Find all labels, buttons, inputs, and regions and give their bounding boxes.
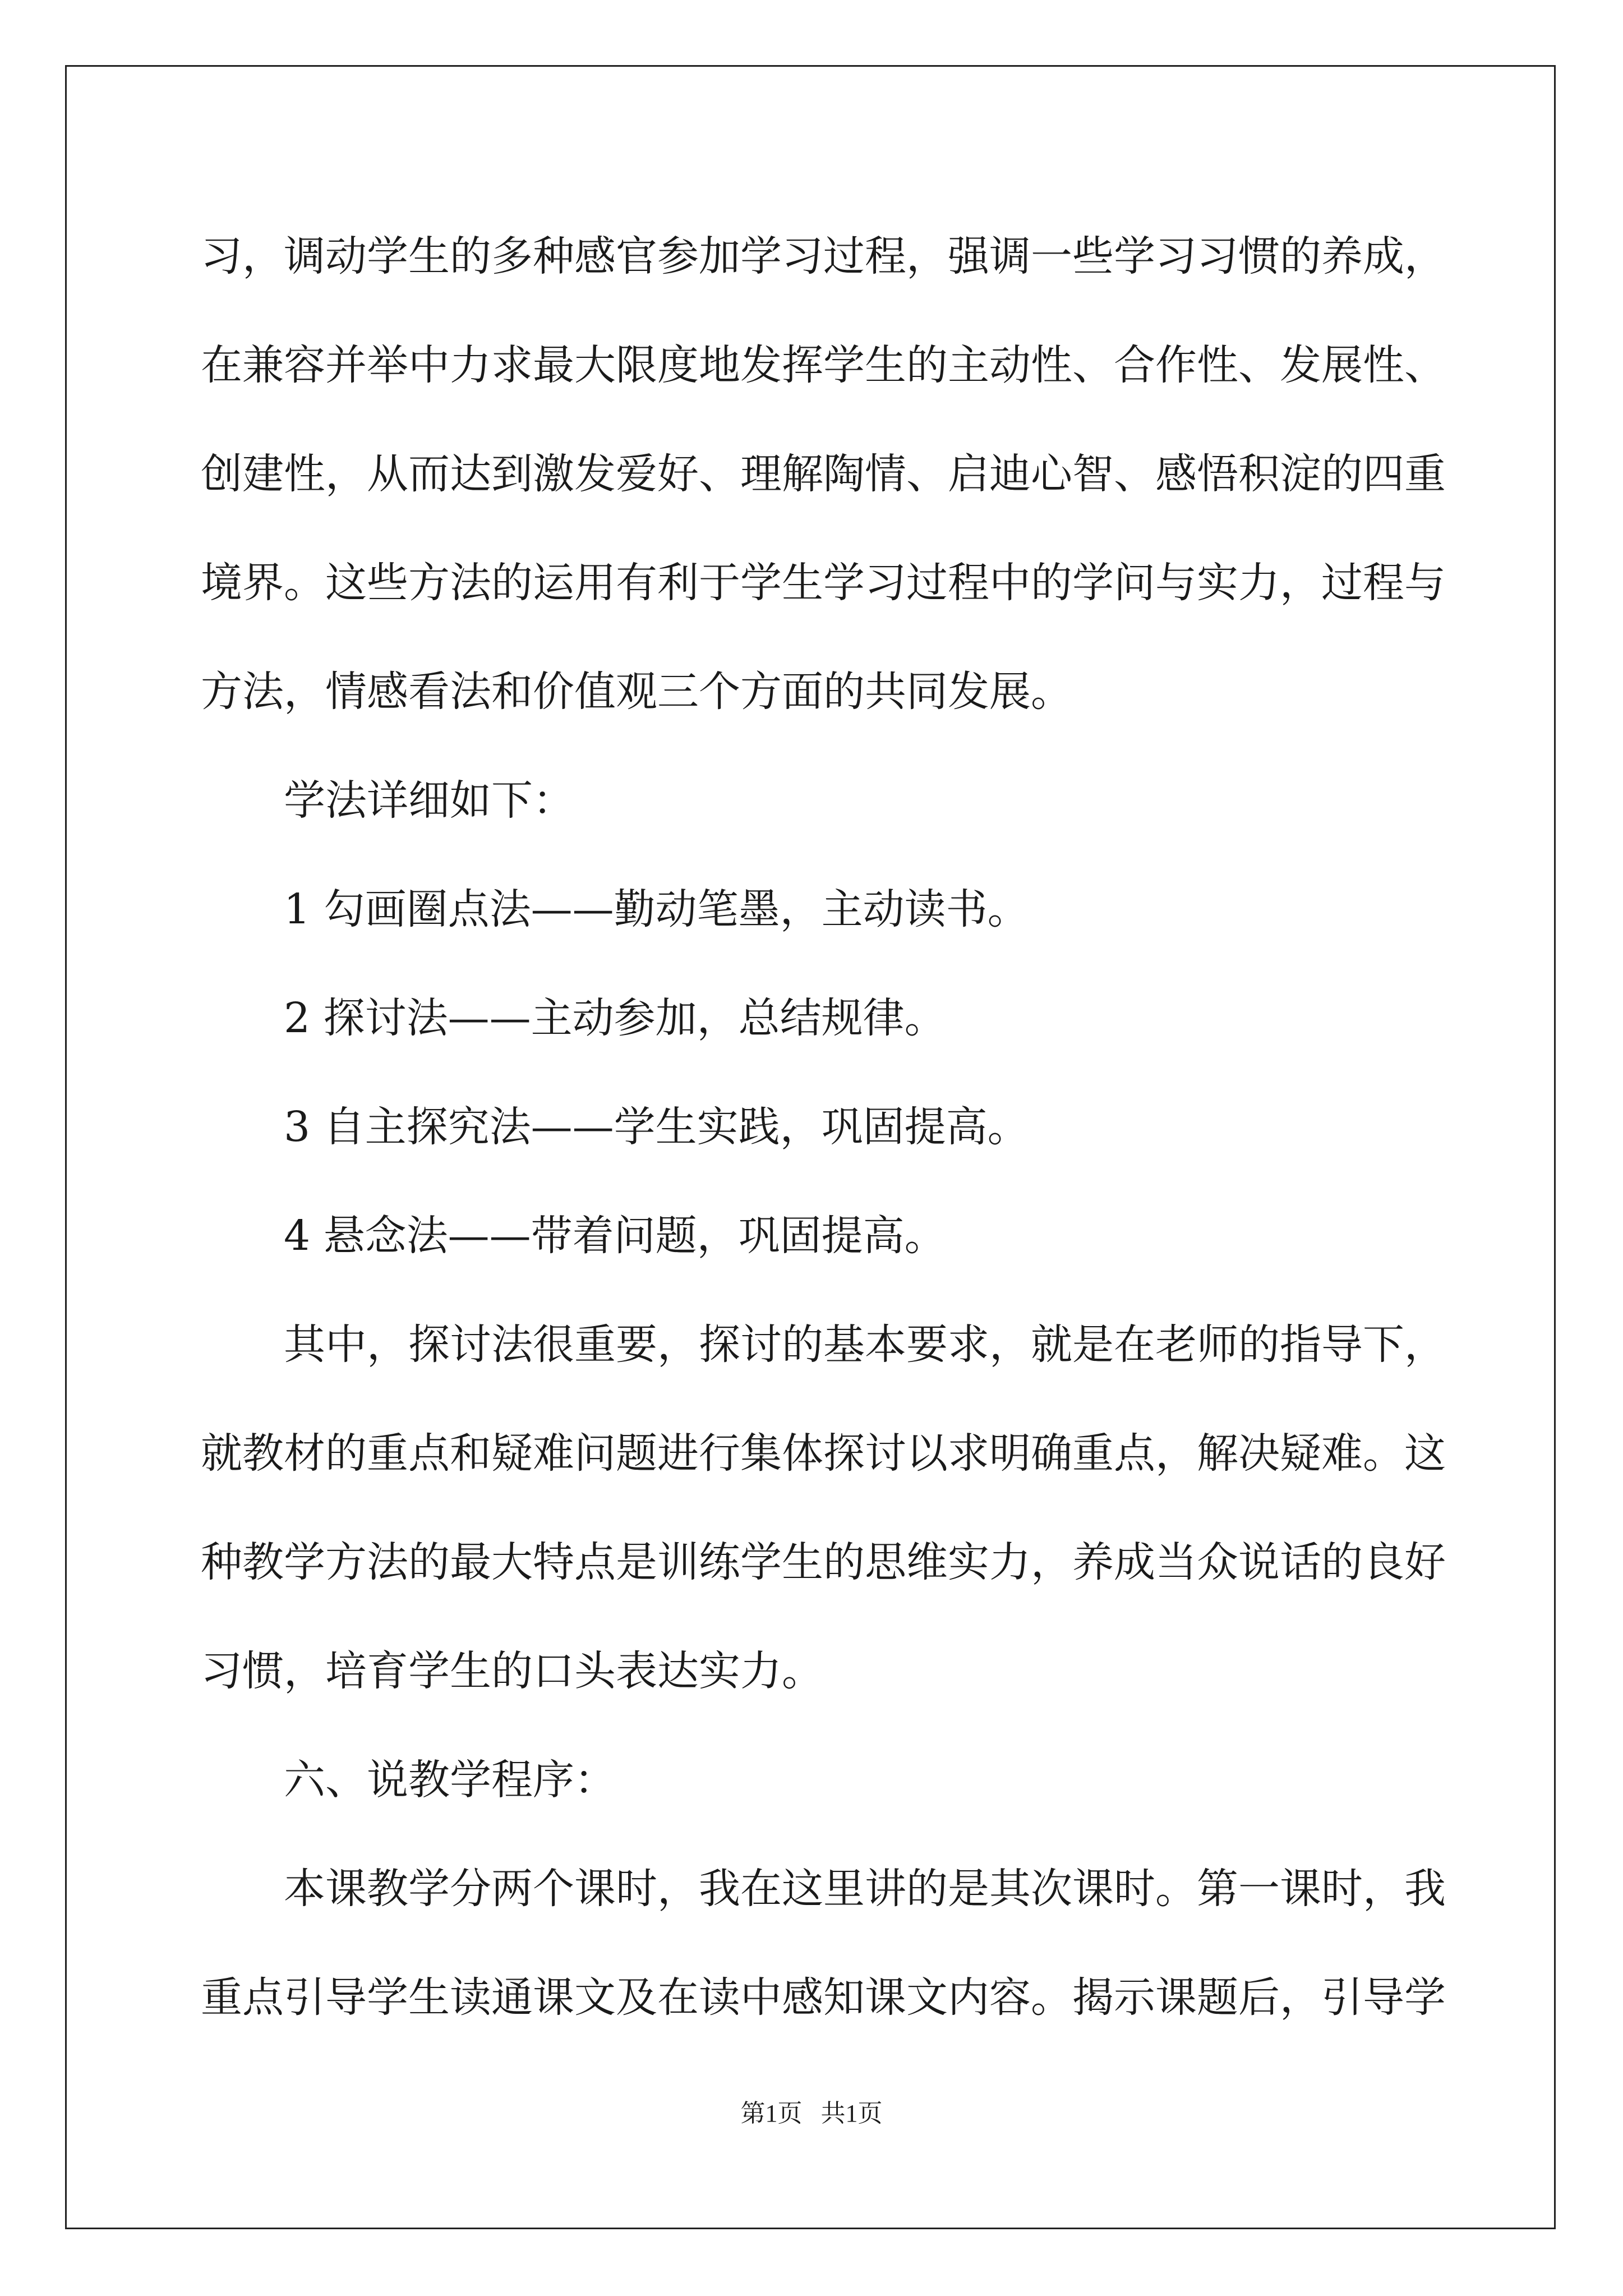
list-item: 2 探讨法——主动参加，总结规律。 xyxy=(284,994,946,1042)
list-item: 3 自主探究法——学生实践，巩固提高。 xyxy=(284,1103,1029,1151)
page-number-footer: 第1页 共1页 xyxy=(740,2100,883,2127)
text-line: 就教材的重点和疑难问题进行集体探讨以求明确重点，解决疑难。这 xyxy=(201,1429,1446,1478)
text-line: 在兼容并举中力求最大限度地发挥学生的主动性、合作性、发展性、 xyxy=(201,341,1446,389)
text-line: 习，调动学生的多种感官参加学习过程，强调一些学习习惯的养成， xyxy=(201,232,1446,280)
section-heading: 学法详细如下： xyxy=(284,776,574,825)
list-item: 4 悬念法——带着问题，巩固提高。 xyxy=(284,1212,946,1260)
text-line: 方法，情感看法和价值观三个方面的共同发展。 xyxy=(201,668,1072,716)
text-line: 习惯，培育学生的口头表达实力。 xyxy=(201,1647,823,1695)
text-line: 其中，探讨法很重要，探讨的基本要求，就是在老师的指导下， xyxy=(284,1320,1446,1369)
section-heading: 六、说教学程序： xyxy=(284,1756,616,1804)
text-line: 重点引导学生读通课文及在读中感知课文内容。揭示课题后，引导学 xyxy=(201,1973,1446,2022)
text-line: 创建性，从而达到激发爱好、理解陶情、启迪心智、感悟积淀的四重 xyxy=(201,450,1446,498)
list-item: 1 勾画圈点法——勤动笔墨，主动读书。 xyxy=(284,885,1029,933)
document-body xyxy=(201,202,1446,2052)
text-line: 种教学方法的最大特点是训练学生的思维实力，养成当众说话的良好 xyxy=(201,1538,1446,1586)
text-line: 本课教学分两个课时，我在这里讲的是其次课时。第一课时，我 xyxy=(284,1865,1446,1913)
text-line: 境界。这些方法的运用有利于学生学习过程中的学问与实力，过程与 xyxy=(201,559,1446,607)
